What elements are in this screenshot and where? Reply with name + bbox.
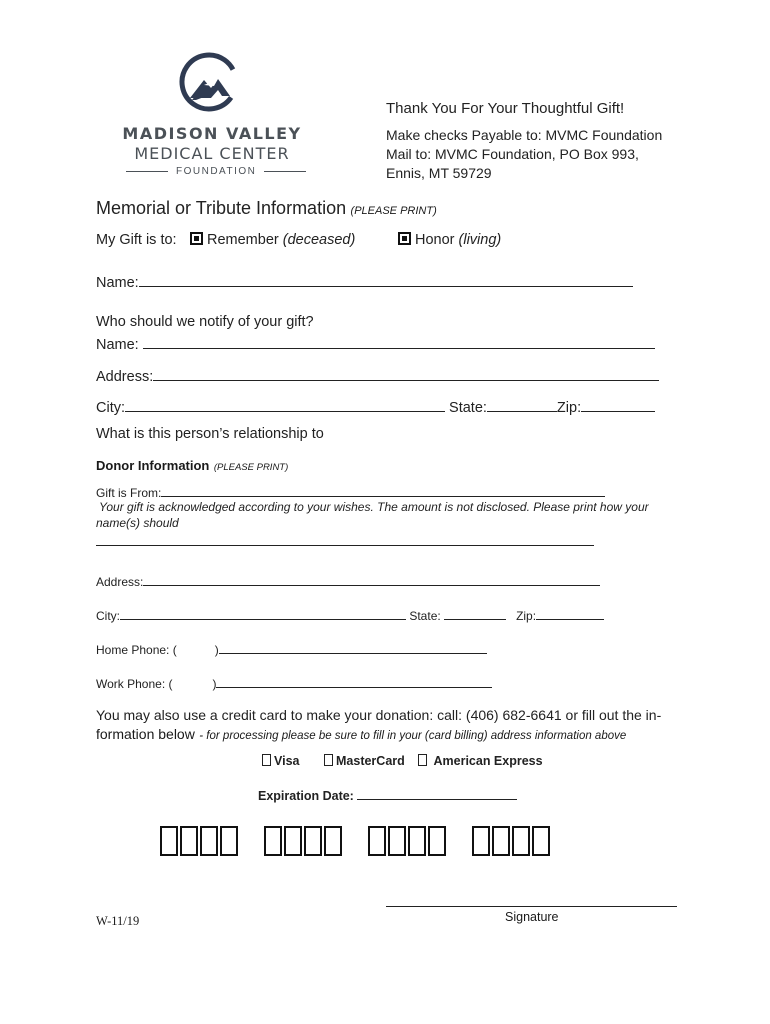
donor-heading <box>96 457 288 475</box>
thank-you-text: Thank You For Your Thoughtful Gift! <box>386 100 625 117</box>
work-phone-field[interactable] <box>216 676 492 688</box>
acknowledgement-text-2: name(s) should <box>96 516 179 530</box>
donor-address-field[interactable] <box>143 574 600 586</box>
gift-from-row: Gift is From: <box>96 485 605 500</box>
honor-checkbox[interactable] <box>398 232 411 245</box>
honor-option[interactable]: Honor (living) <box>398 232 501 248</box>
notify-name-row: Name: <box>96 334 655 353</box>
organization-logo <box>118 52 306 182</box>
notify-city-field[interactable] <box>125 397 445 412</box>
credit-card-intro-1: You may also use a credit card to make your donation: call: (406) 682-6641 or fill out the in- <box>96 707 662 723</box>
memorial-heading <box>96 198 437 219</box>
amex-option[interactable]: American Express <box>418 754 543 768</box>
home-phone-row: Home Phone: ( ) <box>96 642 487 657</box>
mountain-logo-icon <box>178 52 244 114</box>
expiration-field[interactable] <box>357 788 517 800</box>
org-name-line1: MADISON VALLEY <box>122 124 302 143</box>
notify-question: Who should we notify of your gift? <box>96 314 314 330</box>
notify-name-field[interactable] <box>143 334 655 349</box>
notify-state-field[interactable] <box>487 397 557 412</box>
honoree-name-row: Name: <box>96 272 633 291</box>
donor-city-field[interactable] <box>120 608 406 620</box>
memorial-please-print: (PLEASE PRINT) <box>350 205 437 217</box>
form-code: W-11/19 <box>96 914 140 928</box>
deceased-note: (deceased) <box>282 232 356 248</box>
notify-zip-field[interactable] <box>581 397 655 412</box>
notify-city-row: City: State: Zip: <box>96 397 655 416</box>
donor-please-print: (PLEASE PRINT) <box>213 462 289 473</box>
acknowledgement-name-field[interactable] <box>96 545 594 546</box>
mail-text: Mail to: MVMC Foundation, PO Box 993, <box>386 146 639 162</box>
memorial-title: Memorial or Tribute Information <box>96 198 347 218</box>
signature-line[interactable] <box>386 906 677 907</box>
payable-text: Make checks Payable to: MVMC Foundation <box>386 127 663 143</box>
donor-zip-field[interactable] <box>536 608 604 620</box>
card-number-group-4[interactable] <box>472 826 552 856</box>
home-phone-field[interactable] <box>219 642 487 654</box>
honoree-name-field[interactable] <box>139 272 633 287</box>
notify-address-field[interactable] <box>153 366 659 381</box>
donor-title: Donor Information <box>96 458 210 473</box>
work-phone-row: Work Phone: ( ) <box>96 676 492 691</box>
living-note: (living) <box>458 232 502 248</box>
mastercard-checkbox[interactable] <box>324 754 333 766</box>
remember-option[interactable]: Remember (deceased) <box>190 232 355 248</box>
visa-checkbox[interactable] <box>262 754 271 766</box>
donor-address-row: Address: <box>96 574 600 589</box>
card-number-group-2[interactable] <box>264 826 344 856</box>
relationship-question: What is this person’s relationship to <box>96 426 324 442</box>
credit-card-intro-2: formation below - for processing please be sure to fill in your (card billing) address information above <box>96 726 627 742</box>
signature-label: Signature <box>505 910 559 924</box>
card-number-field[interactable] <box>160 826 552 856</box>
visa-option[interactable]: Visa <box>262 754 300 768</box>
expiration-row: Expiration Date: <box>258 788 517 803</box>
remember-checkbox[interactable] <box>190 232 203 245</box>
gift-from-field[interactable] <box>161 485 605 497</box>
city-text: Ennis, MT 59729 <box>386 165 492 181</box>
gift-is-to-label: My Gift is to: <box>96 232 177 248</box>
card-number-group-1[interactable] <box>160 826 240 856</box>
acknowledgement-text-1: Your gift is acknowledged according to your wishes. The amount is not disclosed. Please print how your <box>99 500 649 514</box>
mastercard-option[interactable]: MasterCard <box>324 754 405 768</box>
org-name-line3: FOUNDATION <box>118 166 306 177</box>
amex-checkbox[interactable] <box>418 754 427 766</box>
donor-city-row: City: State: Zip: <box>96 608 604 623</box>
notify-address-row: Address: <box>96 366 659 385</box>
donor-state-field[interactable] <box>444 608 506 620</box>
card-number-group-3[interactable] <box>368 826 448 856</box>
org-name-line2: MEDICAL CENTER <box>134 144 290 163</box>
